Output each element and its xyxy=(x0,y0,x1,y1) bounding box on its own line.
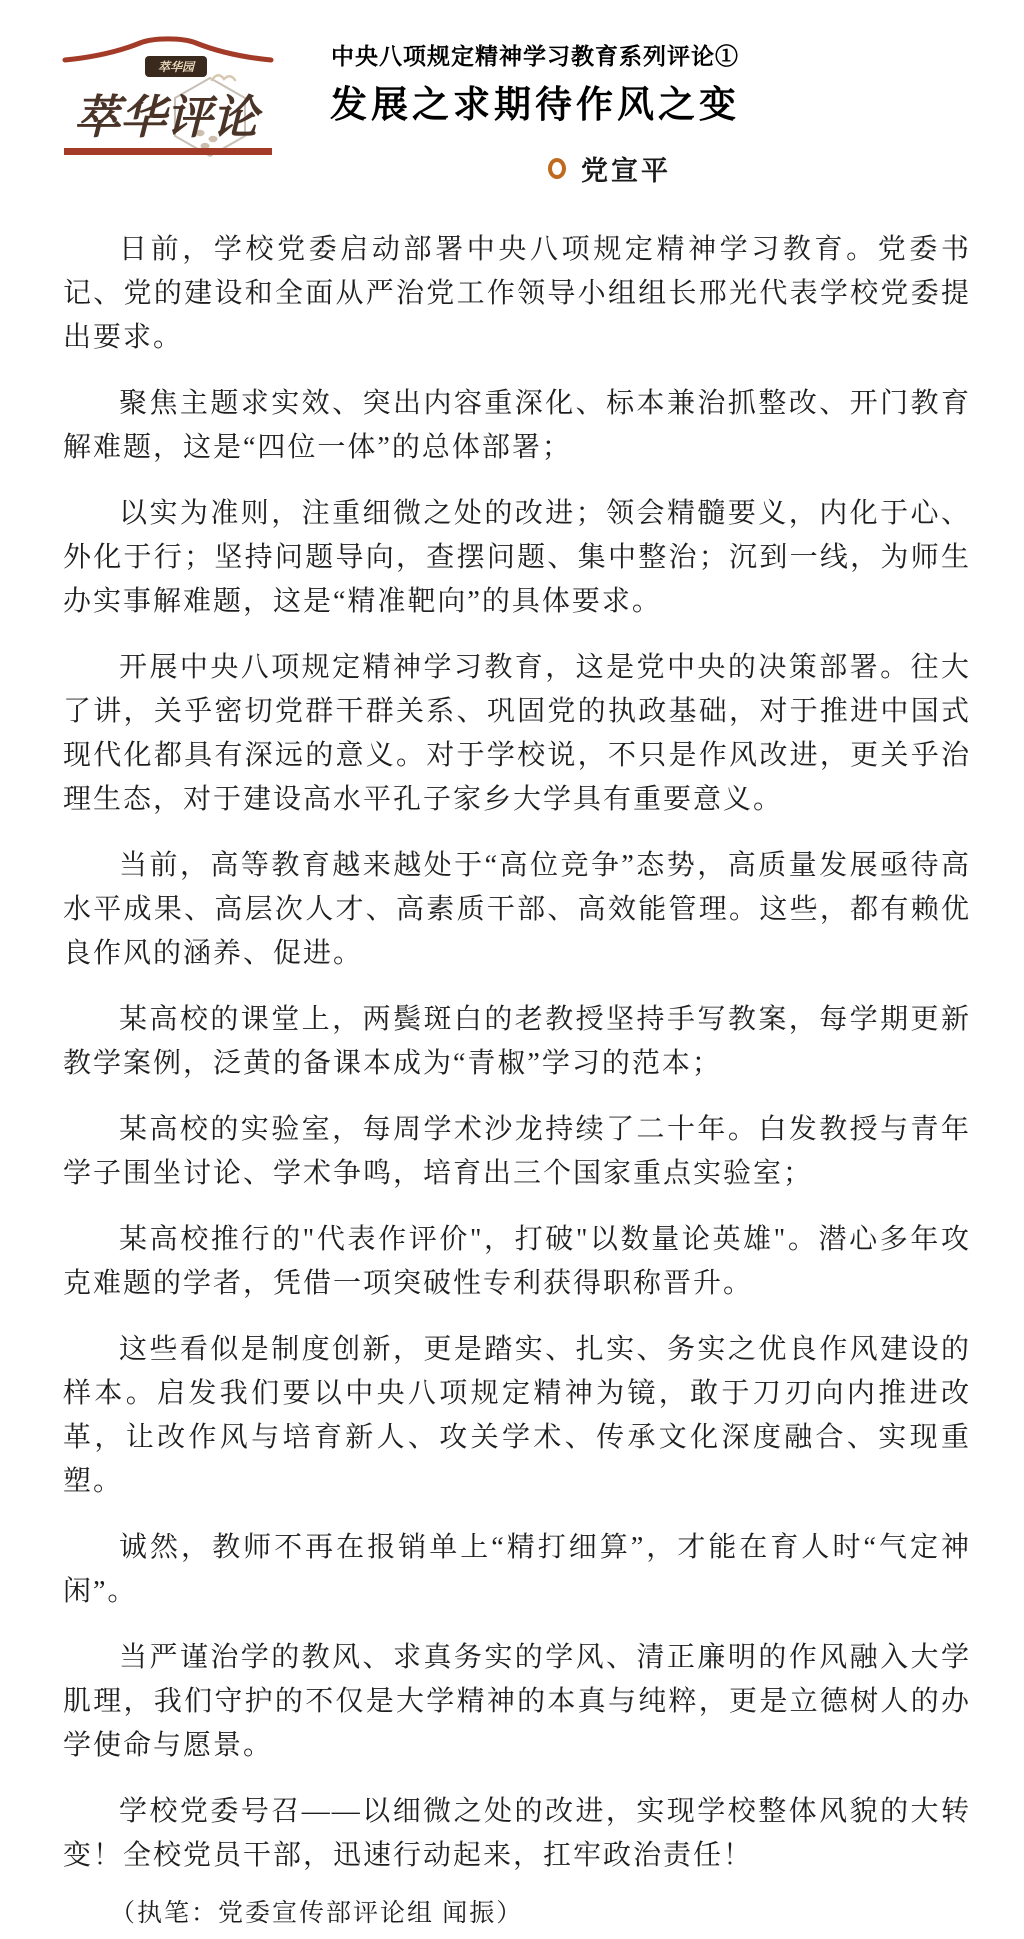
author-name: 党宣平 xyxy=(581,156,671,186)
paragraph: 某高校的课堂上，两鬓斑白的老教授坚持手写教案，每学期更新教学案例，泛黄的备课本成为“青椒”学习的范本； xyxy=(63,1004,971,1079)
paragraph: 当严谨治学的教风、求真务实的学风、清正廉明的作风融入大学肌理，我们守护的不仅是大学精神的本真与纯粹，更是立德树人的办学使命与愿景。 xyxy=(63,1642,971,1761)
paragraph: 开展中央八项规定精神学习教育，这是党中央的决策部署。往大了讲，关乎密切党群干群关系、巩固党的执政基础，对于推进中国式现代化都具有深远的意义。对于学校说，不只是作风改进，更关乎治理生态，对于建设高水平孔子家乡大学具有重要意义。 xyxy=(63,652,971,815)
paragraph: 这些看似是制度创新，更是踏实、扎实、务实之优良作风建设的样本。启发我们要以中央八项规定精神为镜，敢于刀刃向内推进改革，让改作风与培育新人、攻关学术、传承文化深度融合、实现重塑。 xyxy=(63,1334,971,1497)
author-bullet-icon xyxy=(548,158,566,179)
brand-logo xyxy=(62,36,274,160)
logo-plaque-text: 萃华园 xyxy=(157,60,195,74)
paragraph: 某高校推行的"代表作评价"，打破"以数量论英雄"。潜心多年攻克难题的学者，凭借一项突破性专利获得职称晋升。 xyxy=(63,1224,971,1299)
series-title: 中央八项规定精神学习教育系列评论① xyxy=(331,43,739,69)
paragraph: 聚焦主题求实效、突出内容重深化、标本兼治抓整改、开门教育解难题，这是“四位一体”的总体部署； xyxy=(63,388,971,463)
logo-brand-text: 萃华评论 xyxy=(74,92,258,143)
logo-cloud-icon xyxy=(212,75,235,80)
logo-bottom-bar xyxy=(64,148,272,155)
article-body xyxy=(63,228,971,1900)
paragraph: 学校党委号召——以细微之处的改进，实现学校整体风貌的大转变！全校党员干部，迅速行动起来，扛牢政治责任！ xyxy=(63,1796,971,1871)
byline: （执笔：党委宣传部评论组 闻振） xyxy=(110,1900,524,1927)
page-title: 发展之求期待作风之变 xyxy=(330,85,740,126)
paragraph: 某高校的实验室，每周学术沙龙持续了二十年。白发教授与青年学子围坐讨论、学术争鸣，培育出三个国家重点实验室； xyxy=(63,1114,971,1189)
paragraph: 日前，学校党委启动部署中央八项规定精神学习教育。党委书记、党的建设和全面从严治党工作领导小组组长邢光代表学校党委提出要求。 xyxy=(63,234,971,353)
paragraph: 当前，高等教育越来越处于“高位竞争”态势，高质量发展亟待高水平成果、高层次人才、高素质干部、高效能管理。这些，都有赖优良作风的涵养、促进。 xyxy=(63,850,971,969)
author-line xyxy=(548,149,671,188)
paragraph: 诚然，教师不再在报销单上“精打细算”，才能在育人时“气定神闲”。 xyxy=(63,1532,971,1607)
paragraph: 以实为准则，注重细微之处的改进；领会精髓要义，内化于心、外化于行；坚持问题导向，查摆问题、集中整治；沉到一线，为师生办实事解难题，这是“精准靶向”的具体要求。 xyxy=(63,498,971,617)
